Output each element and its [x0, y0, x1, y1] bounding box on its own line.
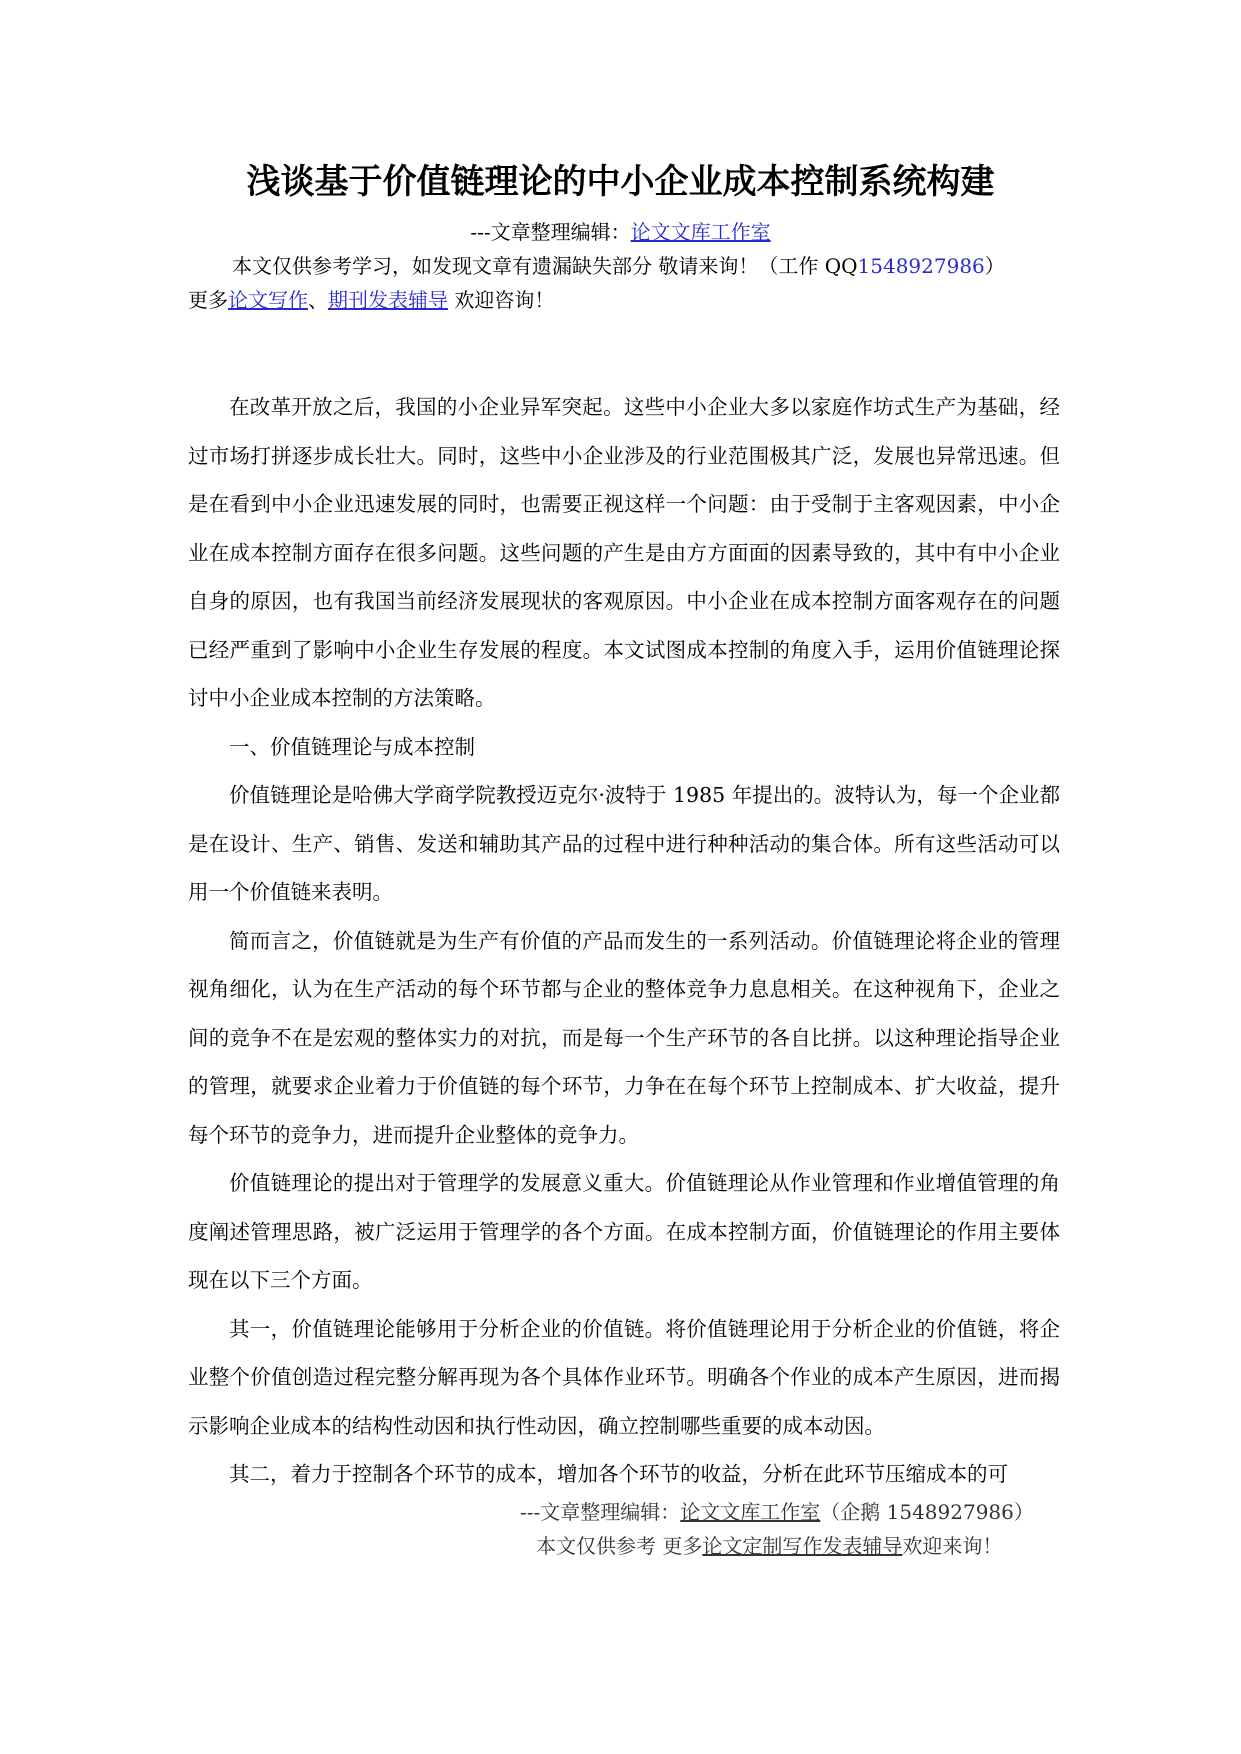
footer-note-prefix: 本文仅供参考 更多: [536, 1534, 703, 1558]
footer-note-line: [536, 1532, 1002, 1560]
header-more-sep: 、: [308, 288, 328, 312]
paragraph-porter: 价值链理论是哈佛大学商学院教授迈克尔·波特于 1985 年提出的。波特认为，每一个企业都是在设计、生产、销售、发送和辅助其产品的过程中进行种种活动的集合体。所有这些活动可以用一个价值链来表明。: [188, 783, 1060, 904]
article-body: [188, 383, 1060, 1499]
header-note-line: [232, 252, 1005, 280]
thesis-writing-link[interactable]: 论文写作: [228, 288, 308, 312]
footer-editor-prefix: ---文章整理编辑：: [520, 1500, 681, 1524]
footer-editor-line: [520, 1498, 1034, 1526]
paragraph-point-one: 其一，价值链理论能够用于分析企业的价值链。将价值链理论用于分析企业的价值链，将企业整个价值创造过程完整分解再现为各个具体作业环节。明确各个作业的成本产生原因，进而揭示影响企业成本的结构性动因和执行性动因，确立控制哪些重要的成本动因。: [188, 1316, 1060, 1438]
paragraph-definition: 简而言之，价值链就是为生产有价值的产品而发生的一系列活动。价值链理论将企业的管理视角细化，认为在生产活动的每个环节都与企业的整体竞争力息息相关。在这种视角下，企业之间的竞争不在是宏观的整体实力的对抗，而是每一个生产环节的各自比拼。以这种理论指导企业的管理，就要求企业着力于价值链的每个环节，力争在在每个环节上控制成本、扩大收益，提升每个环节的竞争力，进而提升企业整体的竞争力。: [188, 928, 1060, 1147]
section-heading-1: 一、价值链理论与成本控制: [229, 734, 475, 759]
header-more-suffix: 欢迎咨询！: [448, 288, 555, 312]
header-note-close: ）: [984, 254, 1005, 278]
footer-studio-link[interactable]: 论文文库工作室: [680, 1500, 821, 1524]
document-title: 浅谈基于价值链理论的中小企业成本控制系统构建: [246, 162, 995, 202]
paragraph-intro: 在改革开放之后，我国的小企业异军突起。这些中小企业大多以家庭作坊式生产为基础，经过市场打拼逐步成长壮大。同时，这些中小企业涉及的行业范围极其广泛，发展也异常迅速。但是在看到中小企业迅速发展的同时，也需要正视这样一个问题：由于受制于主客观因素，中小企业在成本控制方面存在很多问题。这些问题的产生是由方方面面的因素导致的，其中有中小企业自身的原因，也有我国当前经济发展现状的客观原因。中小企业在成本控制方面客观存在的问题已经严重到了影响中小企业生存发展的程度。本文试图成本控制的角度入手，运用价值链理论探讨中小企业成本控制的方法策略。: [188, 395, 1060, 710]
qq-number-link[interactable]: 1548927986: [857, 254, 985, 278]
journal-publishing-link[interactable]: 期刊发表辅导: [328, 288, 448, 312]
footer-note-suffix: 欢迎来询！: [902, 1534, 1003, 1558]
paragraph-significance: 价值链理论的提出对于管理学的发展意义重大。价值链理论从作业管理和作业增值管理的角度阐述管理思路，被广泛运用于管理学的各个方面。在成本控制方面，价值链理论的作用主要体现在以下三个方面。: [188, 1171, 1060, 1292]
paragraph-point-two: 其二，着力于控制各个环节的成本，增加各个环节的收益，分析在此环节压缩成本的可: [229, 1462, 1008, 1486]
header-editor-prefix: ---文章整理编辑：: [470, 220, 631, 244]
header-more-line: [188, 286, 554, 314]
header-more-prefix: 更多: [188, 288, 228, 312]
footer-custom-writing-link[interactable]: 论文定制写作发表辅导: [702, 1534, 903, 1558]
footer-editor-suffix: （企鹅 1548927986）: [820, 1500, 1034, 1524]
header-editor-line: [0, 218, 1241, 246]
studio-link[interactable]: 论文文库工作室: [630, 220, 771, 244]
header-note-text: 本文仅供参考学习，如发现文章有遗漏缺失部分 敬请来询！（工作 QQ: [232, 254, 858, 278]
